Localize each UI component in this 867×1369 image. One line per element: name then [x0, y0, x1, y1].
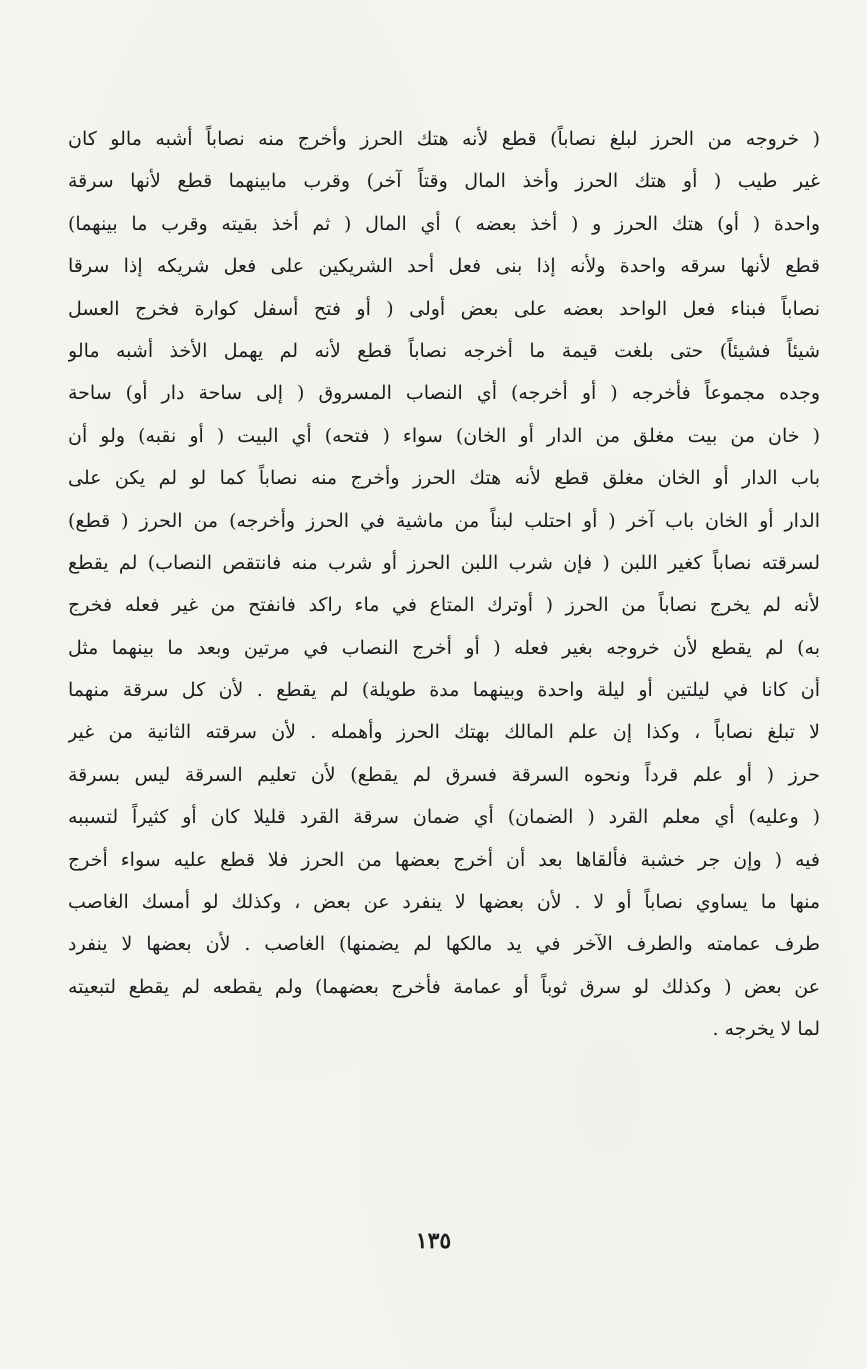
- text-line-last: لما لا يخرجه .: [712, 1018, 820, 1041]
- text-line: شيئاً فشيئاً) حتى بلغت قيمة ما أخرجه نصاباً قطع لأنه لم يهمل الأخذ أشبه مالو: [68, 339, 820, 362]
- text-line: ( خان من بيت مغلق من الدار أو الخان) سواء ( فتحه) أي البيت ( أو نقبه) ولو أن: [68, 424, 820, 447]
- text-line: به) لم يقطع لأن خروجه بغير فعله ( أو أخرج النصاب في مرتين وبعد ما بينهما مثل: [68, 636, 820, 659]
- text-line: لسرقته نصاباً كغير اللبن ( فإن شرب اللبن الحرز أو شرب منه فانتقص النصاب) لم يقطع: [68, 551, 820, 574]
- text-line: طرف عمامته والطرف الآخر في يد مالكها لم يضمنها) الغاصب . لأن بعضها لا ينفرد: [68, 933, 820, 956]
- text-line: باب الدار أو الخان مغلق قطع لأنه هتك الحرز وأخرج منه نصاباً كما لو لم يكن على: [68, 467, 820, 490]
- text-line: الدار أو الخان باب آخر ( أو احتلب لبناً من ماشية في الحرز وأخرجه) من الحرز ( قطع): [68, 509, 820, 532]
- text-line: عن بعض ( وكذلك لو سرق ثوباً أو عمامة فأخرج بعضهما) ولم يقطعه لم يقطع لتبعيته: [68, 975, 820, 998]
- text-line: واحدة ( أو) هتك الحرز و ( أخذ بعضه ) أي المال ( ثم أخذ بقيته وقرب ما بينهما): [68, 212, 820, 235]
- page-number: ١٣٥: [415, 1228, 452, 1254]
- text-line: لأنه لم يخرج نصاباً من الحرز ( أوترك المتاع في ماء راكد فانفتح من غير فعله فخرج: [68, 594, 820, 617]
- text-line: فيه ( وإن جر خشبة فألقاها بعد أن أخرج بعضها من الحرز فلا قطع عليه سواء أخرج: [68, 848, 820, 871]
- text-line: حرز ( أو علم قرداً ونحوه السرقة فسرق لم يقطع) لأن تعليم السرقة ليس بسرقة: [68, 763, 820, 786]
- text-line: قطع لأنها سرقه واحدة ولأنه إذا بنى فعل أحد الشريكين على فعل شريكه إذا سرقا: [68, 255, 820, 278]
- text-line: ( خروجه من الحرز لبلغ نصاباً) قطع لأنه هتك الحرز وأخرج منه نصاباً أشبه مالو كان: [68, 128, 820, 150]
- text-line: أن كانا في ليلتين أو ليلة واحدة وبينهما مدة طويلة) لم يقطع . لأن كل سرقة منهما: [68, 679, 820, 702]
- text-line: لا تبلغ نصاباً ، وكذا إن علم المالك بهتك الحرز وأهمله . لأن سرقته الثانية من غير: [68, 721, 820, 744]
- main-text-block: [68, 118, 820, 1051]
- text-line: غير طيب ( أو هتك الحرز وأخذ المال وقتاً آخر) وقرب مابينهما قطع لأنها سرقة: [68, 170, 820, 193]
- text-line: منها ما يساوي نصاباً أو لا . لأن بعضها لا ينفرد عن بعض ، وكذلك لو أمسك الغاصب: [68, 891, 820, 914]
- text-line: نصاباً فبناء فعل الواحد بعضه على بعض أولى ( أو فتح أسفل كوارة فخرج العسل: [68, 297, 820, 320]
- text-line: وجده مجموعاً فأخرجه ( أو أخرجه) أي النصاب المسروق ( إلى ساحة دار أو) ساحة: [68, 382, 820, 405]
- text-line: ( وعليه) أي معلم القرد ( الضمان) أي ضمان سرقة القرد قليلا كان أو كثيراً لتسببه: [68, 806, 820, 829]
